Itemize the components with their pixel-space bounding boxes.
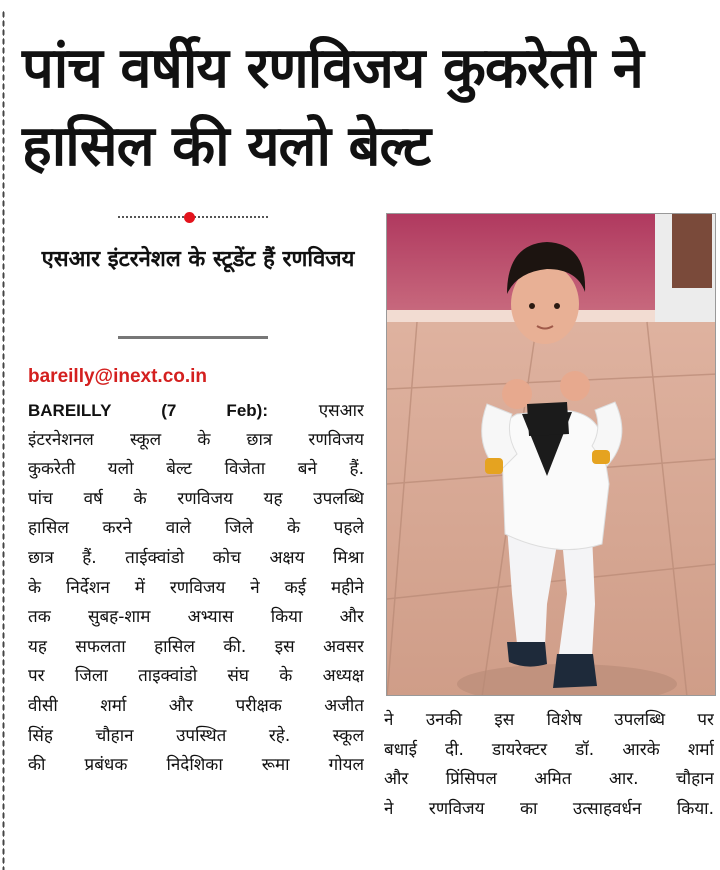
body-line: पांच वर्ष के रणविजय यह उपलब्धि xyxy=(28,488,364,509)
body-line: इंटरनेशनल स्कूल के छात्र रणविजय xyxy=(28,429,364,450)
body-first-word: एसआर xyxy=(318,401,364,421)
body-line: तक सुबह-शाम अभ्यास किया और xyxy=(28,607,364,628)
subheadline: एसआर इंटरनेशल के स्टूडेंट हैं रणविजय xyxy=(41,247,355,272)
red-dot-icon xyxy=(184,212,195,223)
red-dot-divider xyxy=(118,212,268,222)
body-line: यह सफलता हासिल की. इस अवसर xyxy=(28,636,364,657)
body-line-first xyxy=(28,396,364,426)
body-line: सिंह चौहान उपस्थित रहे. स्कूल xyxy=(28,725,364,746)
body-line: पर जिला ताइक्वांडो संघ के अध्यक्ष xyxy=(28,666,364,687)
body-line: ने रणविजय का उत्साहवर्धन किया. xyxy=(384,798,714,819)
subhead-rule xyxy=(118,336,268,339)
column-rule-dots xyxy=(2,10,5,870)
article-body-right xyxy=(384,706,714,824)
dateline: BAREILLY (7 Feb): xyxy=(28,401,268,420)
body-line: वीसी शर्मा और परीक्षक अजीत xyxy=(28,695,364,716)
body-line: कुकरेती यलो बेल्ट विजेता बने हैं. xyxy=(28,459,364,480)
body-line: के निर्देशन में रणविजय ने कई महीने xyxy=(28,577,364,598)
body-line: छात्र हैं. ताईक्वांडो कोच अक्षय मिश्रा xyxy=(28,547,364,568)
headline: पांच वर्षीय रणविजय कुकरेती ने हासिल की यलो बेल्ट xyxy=(22,36,643,179)
article-body-left xyxy=(28,396,364,781)
taekwondo-boy-photo xyxy=(387,214,716,696)
email-address[interactable]: bareilly@inext.co.in xyxy=(28,366,208,387)
body-line: की प्रबंधक निदेशिका रूमा गोयल xyxy=(28,755,364,776)
body-line: ने उनकी इस विशेष उपलब्धि पर xyxy=(384,710,714,730)
body-line: बधाई दी. डायरेक्टर डॉ. आरके शर्मा xyxy=(384,739,714,760)
news-photo xyxy=(386,213,716,696)
body-line: हासिल करने वाले जिले के पहले xyxy=(28,518,364,539)
body-line: और प्रिंसिपल अमित आर. चौहान xyxy=(384,769,714,790)
